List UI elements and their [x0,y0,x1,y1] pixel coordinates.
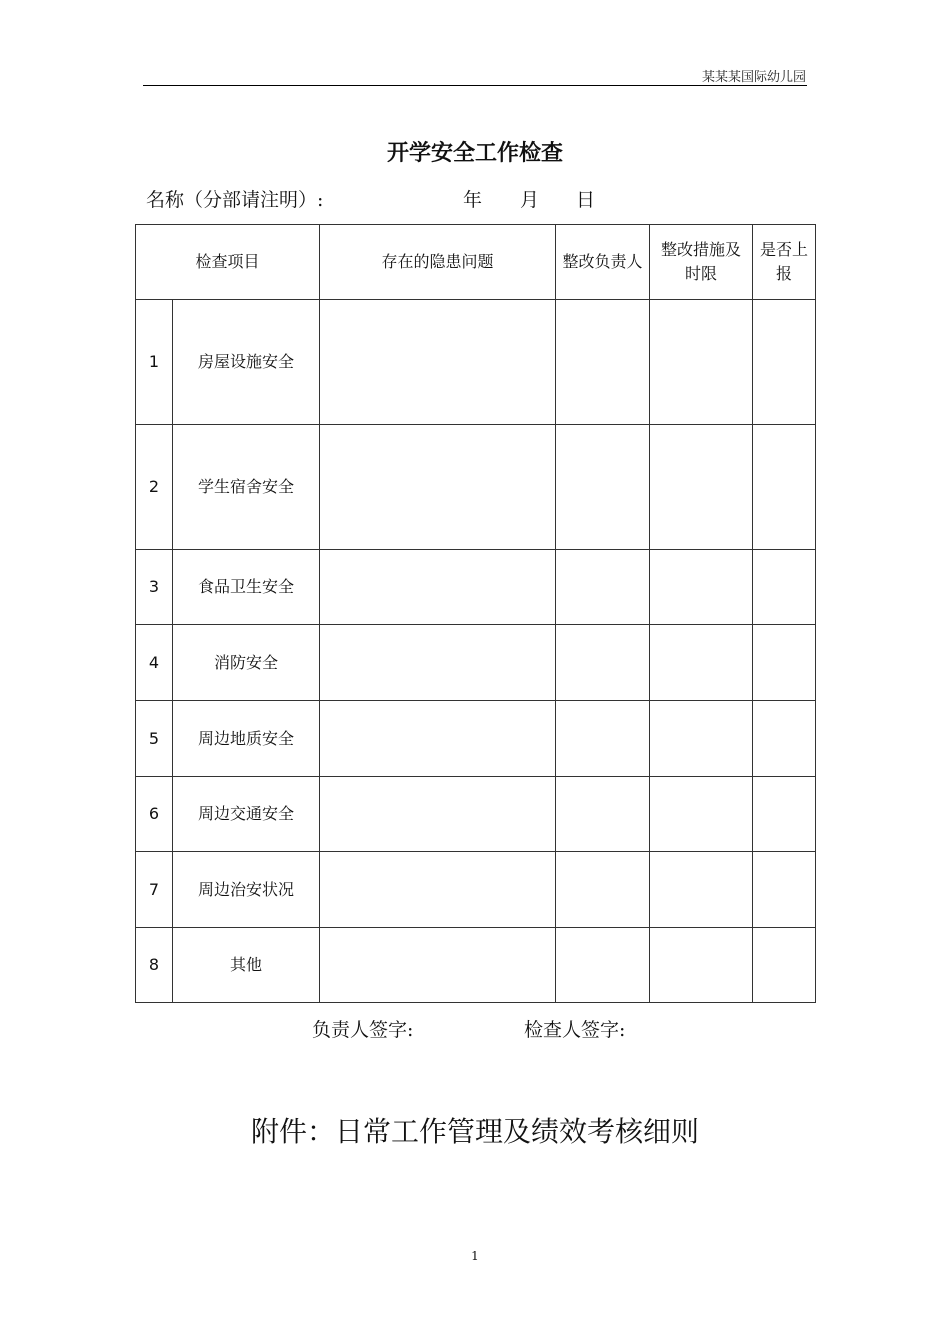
table-row [136,425,816,550]
measures-cell[interactable] [650,550,753,625]
row-number: 7 [136,852,173,928]
responsible-signature-label: 负责人签字: [312,1019,414,1041]
reported-cell[interactable] [753,701,816,777]
date-month-label: 月 [520,189,540,211]
responsible-cell[interactable] [556,701,650,777]
row-item: 其他 [173,928,320,1003]
name-field-label: 名称（分部请注明）: [146,189,324,211]
row-item: 周边交通安全 [173,777,320,852]
issues-cell[interactable] [320,625,556,701]
issues-cell[interactable] [320,701,556,777]
row-item: 周边治安状况 [173,852,320,928]
row-number: 8 [136,928,173,1003]
page-number: 1 [471,1249,479,1263]
responsible-cell[interactable] [556,777,650,852]
responsible-cell[interactable] [556,550,650,625]
responsible-cell[interactable] [556,300,650,425]
row-item: 学生宿舍安全 [173,425,320,550]
table-row [136,852,816,928]
issues-cell[interactable] [320,550,556,625]
inspection-table [135,224,816,1003]
row-item: 消防安全 [173,625,320,701]
table-row [136,928,816,1003]
date-year-label: 年 [463,189,483,211]
responsible-cell[interactable] [556,928,650,1003]
measures-cell[interactable] [650,625,753,701]
inspector-signature-label: 检查人签字: [524,1019,626,1041]
issues-cell[interactable] [320,425,556,550]
issues-cell[interactable] [320,852,556,928]
table-row [136,777,816,852]
reported-cell[interactable] [753,550,816,625]
measures-cell[interactable] [650,777,753,852]
issues-cell[interactable] [320,777,556,852]
page-title: 开学安全工作检查 [386,141,563,166]
row-number: 4 [136,625,173,701]
responsible-cell[interactable] [556,852,650,928]
header-reported: 是否上报 [753,225,816,300]
reported-cell[interactable] [753,777,816,852]
measures-cell[interactable] [650,300,753,425]
table-row [136,625,816,701]
issues-cell[interactable] [320,928,556,1003]
row-item: 房屋设施安全 [173,300,320,425]
table-header-row [136,225,816,300]
table-row [136,550,816,625]
row-number: 5 [136,701,173,777]
header-measures-deadline: 整改措施及时限 [650,225,753,300]
reported-cell[interactable] [753,852,816,928]
table-row [136,300,816,425]
table-row [136,701,816,777]
row-item: 周边地质安全 [173,701,320,777]
reported-cell[interactable] [753,425,816,550]
row-item: 食品卫生安全 [173,550,320,625]
responsible-cell[interactable] [556,425,650,550]
reported-cell[interactable] [753,300,816,425]
reported-cell[interactable] [753,625,816,701]
row-number: 1 [136,300,173,425]
responsible-cell[interactable] [556,625,650,701]
header-org-name: 某某某国际幼儿园 [701,70,806,85]
header-hidden-issues: 存在的隐患问题 [320,225,556,300]
date-day-label: 日 [576,189,596,211]
header-responsible-person: 整改负责人 [556,225,650,300]
attachment-title: 附件：日常工作管理及绩效考核细则 [250,1115,699,1148]
reported-cell[interactable] [753,928,816,1003]
row-number: 3 [136,550,173,625]
row-number: 2 [136,425,173,550]
measures-cell[interactable] [650,425,753,550]
measures-cell[interactable] [650,852,753,928]
row-number: 6 [136,777,173,852]
measures-cell[interactable] [650,701,753,777]
measures-cell[interactable] [650,928,753,1003]
header-divider [143,85,807,86]
issues-cell[interactable] [320,300,556,425]
header-inspection-item: 检查项目 [136,225,320,300]
